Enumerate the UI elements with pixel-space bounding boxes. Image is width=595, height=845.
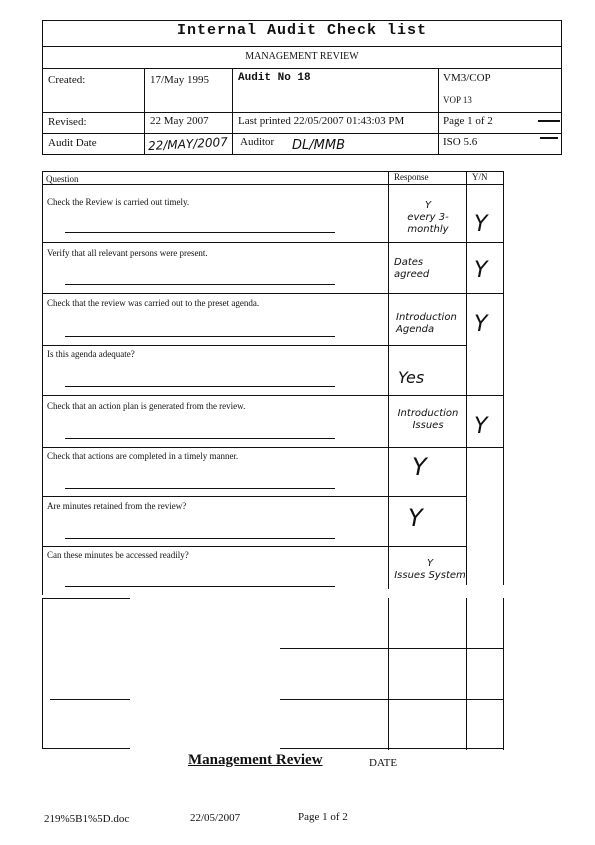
audit-number: Audit No 18 xyxy=(238,72,311,84)
question-4: Is this agenda adequate? xyxy=(47,349,135,359)
yn-5: Y xyxy=(474,414,488,439)
question-8: Can these minutes be accessed readily? xyxy=(47,550,189,560)
document-title: Internal Audit Check list xyxy=(176,22,428,39)
auditor-value: DL/MMB xyxy=(292,138,345,153)
response-5: Introduction Issues xyxy=(397,408,459,431)
question-3: Check that the review was carried out to the preset agenda. xyxy=(47,298,260,308)
footer-heading: Management Review xyxy=(188,752,323,768)
last-printed: Last printed 22/05/2007 01:43:03 PM xyxy=(238,115,405,127)
footer-page-number: Page 1 of 2 xyxy=(298,811,348,823)
header-box xyxy=(42,20,562,155)
yn-2: Y xyxy=(474,258,488,283)
auditor-label: Auditor xyxy=(240,136,275,148)
reference-code-2: VOP 13 xyxy=(443,95,472,105)
document-subtitle: MANAGEMENT REVIEW xyxy=(245,51,359,62)
revised-value: 22 May 2007 xyxy=(150,115,209,127)
question-7: Are minutes retained from the review? xyxy=(47,501,187,511)
audit-date-value: 22/MAY/2007 xyxy=(147,134,229,154)
response-3: Introduction Agenda xyxy=(396,312,457,335)
question-5: Check that an action plan is generated from the review. xyxy=(47,401,246,411)
footer-filename: 219%5B1%5D.doc xyxy=(44,813,130,825)
response-1: Y every 3-monthly xyxy=(407,200,449,235)
reference-code: VM3/COP xyxy=(443,72,491,84)
question-2: Verify that all relevant persons were present. xyxy=(47,248,208,258)
yn-3: Y xyxy=(474,312,488,337)
revised-label: Revised: xyxy=(48,116,87,128)
question-1: Check the Review is carried out timely. xyxy=(47,197,190,207)
column-header-question: Question xyxy=(46,174,79,184)
page-number: Page 1 of 2 xyxy=(443,115,493,127)
footer-date-label: DATE xyxy=(369,757,398,769)
response-7: Y xyxy=(408,504,423,532)
yn-1: Y xyxy=(474,212,488,237)
response-8: Y Issues System xyxy=(394,558,466,581)
column-header-yn: Y/N xyxy=(472,172,488,182)
response-2: Dates agreed xyxy=(394,257,430,280)
iso-reference: ISO 5.6 xyxy=(443,136,478,148)
column-header-response: Response xyxy=(394,172,429,182)
response-4: Yes xyxy=(398,368,425,387)
created-value: 17/May 1995 xyxy=(150,74,209,86)
response-6: Y xyxy=(412,453,427,481)
audit-date-label: Audit Date xyxy=(48,137,97,149)
created-label: Created: xyxy=(48,74,86,86)
footer-date: 22/05/2007 xyxy=(190,812,241,824)
question-6: Check that actions are completed in a timely manner. xyxy=(47,451,239,461)
